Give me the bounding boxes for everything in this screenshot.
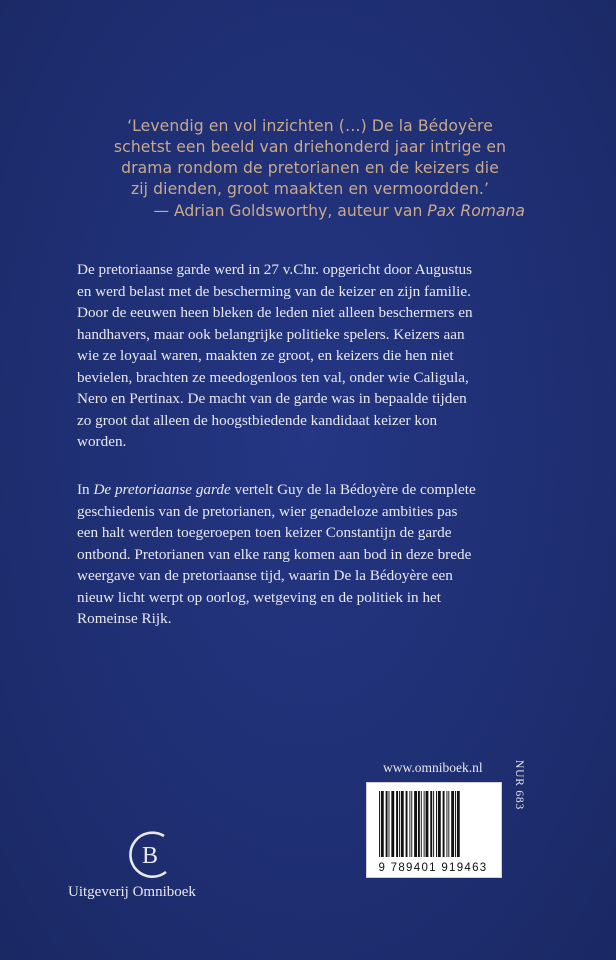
barcode-bar xyxy=(379,791,380,857)
blurb-line: Romeinse Rijk. xyxy=(77,610,172,627)
blurb-text: In xyxy=(77,481,94,498)
publisher-logo xyxy=(126,828,176,882)
barcode-bar xyxy=(424,791,425,857)
blurb-line: ontbond. Pretorianen van elke rang komen aan bod in deze brede xyxy=(77,545,472,563)
barcode-bar xyxy=(446,791,447,857)
blurb-paragraph-1 xyxy=(77,259,547,453)
barcode-bar xyxy=(438,791,441,857)
barcode-bar xyxy=(386,791,388,857)
review-quote xyxy=(95,116,525,200)
barcode-bar xyxy=(399,791,400,857)
barcode-bar xyxy=(409,791,410,857)
blurb-text: vertelt Guy de la Bédoyère de complete xyxy=(230,481,476,498)
blurb-line: zo groot dat alleen de hoogstbiedende kandidaat keizer kon xyxy=(77,411,438,429)
nur-code: NUR 683 xyxy=(513,760,525,811)
barcode-bar xyxy=(457,791,460,857)
barcode-bar xyxy=(406,791,408,857)
barcode-bar xyxy=(389,791,390,857)
isbn-digits: 9 789401 919463 xyxy=(378,862,488,874)
barcode-bar xyxy=(426,791,429,857)
blurb-line: De pretoriaanse garde werd in 27 v.Chr. opgericht door Augustus xyxy=(77,261,473,278)
publisher-name: Uitgeverij Omniboek xyxy=(68,884,196,900)
quote-attribution xyxy=(95,201,525,222)
blurb-line xyxy=(77,479,547,501)
blurb-line: en werd belast met de bescherming van de keizer en zijn familie. xyxy=(77,282,471,300)
quote-line: drama rondom de pretorianen en de keizers die xyxy=(121,159,499,177)
barcode-bar xyxy=(436,791,437,857)
logo-letter: B xyxy=(141,843,159,869)
blurb-line: Nero en Pertinax. De macht van de garde was in bepaalde tijden xyxy=(77,390,467,407)
barcode-bar xyxy=(401,791,404,857)
attribution-book-title: Pax Romana xyxy=(427,202,525,220)
quote-line: schetst een beeld van driehonderd jaar intrige en xyxy=(113,138,507,156)
blurb-paragraph-2 xyxy=(77,479,547,630)
barcode-bar xyxy=(381,791,384,857)
blurb-line: wie ze loyaal waren, maakten ze groot, en keizers die hen niet xyxy=(77,347,454,364)
barcode-bar xyxy=(414,791,417,857)
blurb-line: bevielen, brachten ze meedogenloos ten val, onder wie Caligula, xyxy=(77,368,469,386)
blurb-line: een halt werden toegeroepen toen keizer Constantijn de garde xyxy=(77,524,452,541)
barcode-bar xyxy=(430,791,432,857)
barcode-bar xyxy=(421,791,422,857)
publisher-url[interactable]: www.omniboek.nl xyxy=(383,760,483,775)
quote-line: zij dienden, groot maakten en vermoordden.’ xyxy=(130,180,490,198)
book-title-italic: De pretoriaanse garde xyxy=(93,481,231,498)
barcode-bar xyxy=(448,791,449,857)
barcode-bar xyxy=(443,791,445,857)
quote-line: ‘Levendig en vol inzichten (…) De la Bédoyère xyxy=(127,117,493,135)
barcode-bar xyxy=(433,791,434,857)
barcode-bar xyxy=(396,791,398,857)
blurb-line: weergave van de pretoriaanse tijd, waarin De la Bédoyère een xyxy=(77,567,453,584)
blurb-line: Door de eeuwen heen bleken de leden niet alleen beschermers en xyxy=(77,304,473,321)
barcode-bar xyxy=(451,791,454,857)
barcode-bar xyxy=(418,791,420,857)
blurb-line: geschiedenis van de pretorianen, wier genadeloze ambities pas xyxy=(77,502,458,520)
barcode-bar xyxy=(391,791,394,857)
blurb-line: worden. xyxy=(77,433,127,450)
attribution-author: — Adrian Goldsworthy, auteur van xyxy=(153,202,428,220)
barcode-bar xyxy=(411,791,412,857)
blurb-line: nieuw licht werpt op oorlog, wetgeving en de politiek in het xyxy=(77,588,441,606)
blurb-line: handhavers, maar ook belangrijke politieke spelers. Keizers aan xyxy=(77,325,465,343)
barcode-bar xyxy=(455,791,456,857)
